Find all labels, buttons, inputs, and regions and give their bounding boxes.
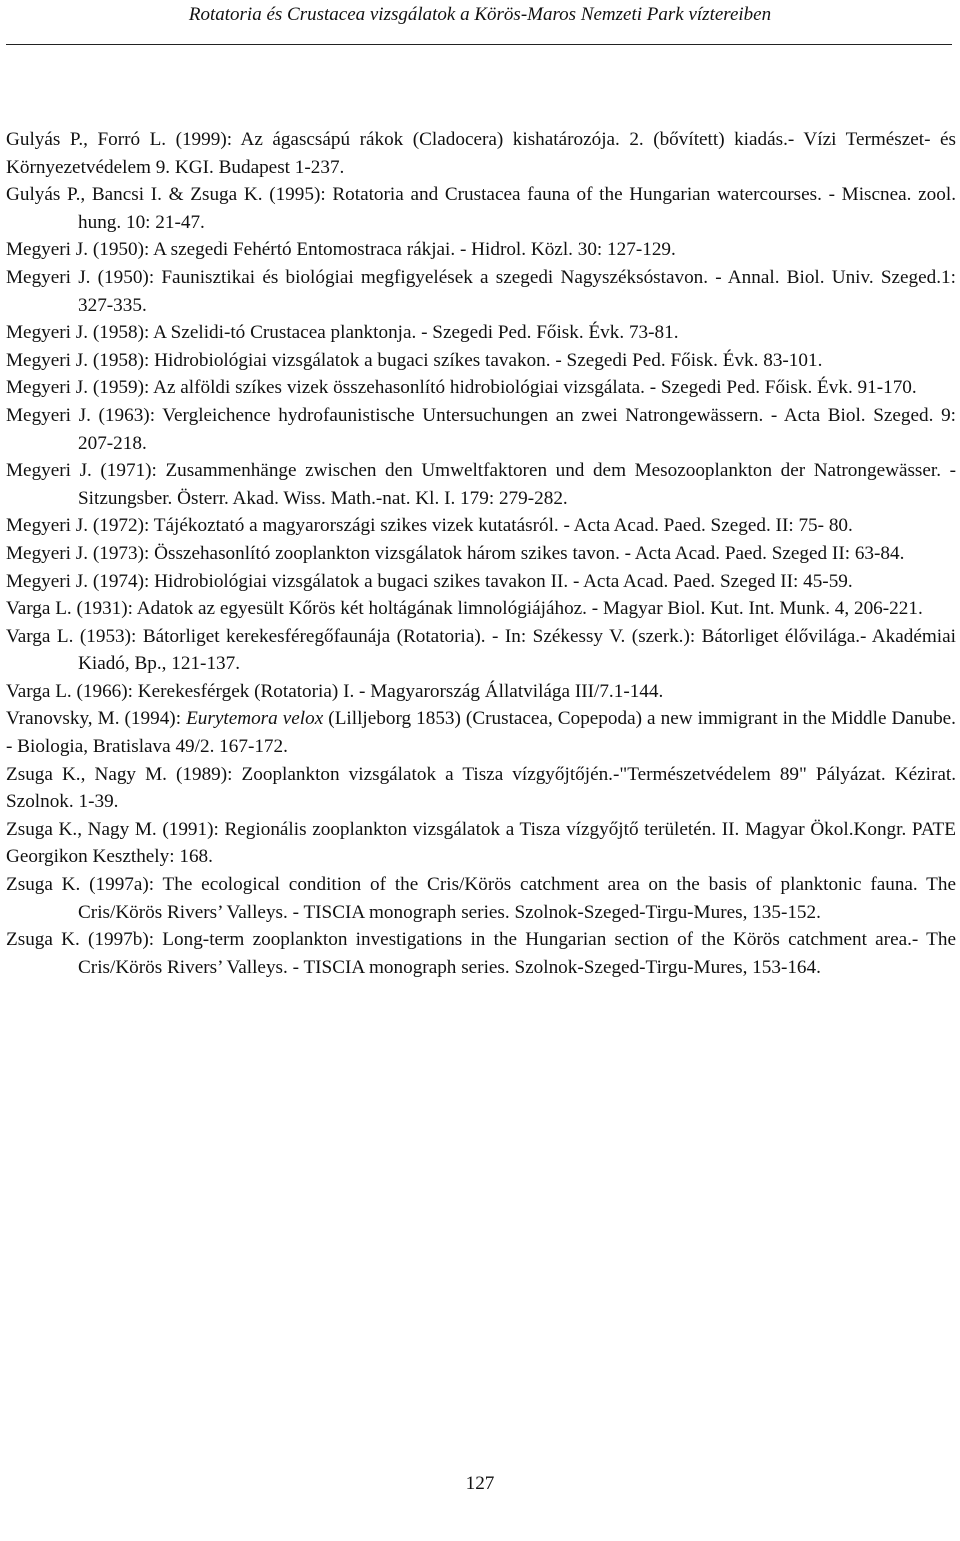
reference-item: Megyeri J. (1972): Tájékoztató a magyarországi szikes vizek kutatásról. - Acta Acad. Paed. Szeged. II: 75- 80. xyxy=(6,515,853,537)
reference-item: Zsuga K. (1997a): The ecological condition of the Cris/Körös catchment area on the basis of planktonic fauna. The Cris/Körös Rivers’ Valleys. - TISCIA monograph series. Szolnok-Szeged-Tirgu-Mures, 135-152. xyxy=(6,874,956,923)
reference-item: Megyeri J. (1963): Vergleichence hydrofaunistische Untersuchungen an zwei Natrongewässern. - Acta Biol. Szeged. 9: 207-218. xyxy=(6,404,956,454)
reference-text: Vranovsky, M. (1994): xyxy=(6,708,187,730)
reference-text: (Lilljeborg 1853) (Crustacea, Copepoda) a new immigrant in the Middle Danube. - Biologia, Bratislava 49/2. 167-172. xyxy=(6,708,956,758)
reference-item: Megyeri J. (1959): Az alföldi szíkes vizek összehasonlító hidrobiológiai vizsgálata. - Szegedi Ped. Főisk. Évk. 91-170. xyxy=(6,377,917,399)
species-name: Eurytemora velox xyxy=(186,708,324,730)
header-rule xyxy=(6,44,952,45)
reference-item: Megyeri J. (1974): Hidrobiológiai vizsgálatok a bugaci szikes tavakon II. - Acta Acad. Paed. Szeged II: 45-59. xyxy=(6,570,853,592)
reference-item xyxy=(6,705,956,760)
reference-item: Megyeri J. (1971): Zusammenhänge zwischen den Umweltfaktoren und dem Mesozooplankton der Natrongewässer. - Sitzungsber. Österr. Akad. Wiss. Math.-nat. Kl. I. 179: 279-282. xyxy=(6,460,956,509)
reference-item: Zsuga K. (1997b): Long-term zooplankton investigations in the Hungarian section of the Körös catchment area.- The Cris/Körös Rivers’ Valleys. - TISCIA monograph series. Szolnok-Szeged-Tirgu-Mures, 153-164. xyxy=(6,929,956,978)
reference-item: Zsuga K., Nagy M. (1991): Regionális zooplankton vizsgálatok a Tisza vízgyőjtő területén. II. Magyar Ökol.Kongr. PATE Georgikon Keszthely: 168. xyxy=(6,818,956,868)
running-header: Rotatoria és Crustacea vizsgálatok a Körös-Maros Nemzeti Park víztereiben xyxy=(188,4,772,25)
reference-item: Megyeri J. (1973): Összehasonlító zooplankton vizsgálatok három szikes tavon. - Acta Acad. Paed. Szeged II: 63-84. xyxy=(6,542,905,564)
reference-item: Megyeri J. (1958): A Szelidi-tó Crustacea planktonja. - Szegedi Ped. Főisk. Évk. 73-81. xyxy=(6,322,679,344)
reference-item: Zsuga K., Nagy M. (1989): Zooplankton vizsgálatok a Tisza vízgyőjtőjén.-"Természetvédelem 89" Pályázat. Kézirat. Szolnok. 1-39. xyxy=(6,763,956,813)
reference-item: Gulyás P., Bancsi I. & Zsuga K. (1995): Rotatoria and Crustacea fauna of the Hungarian watercourses. - Miscnea. zool. hung. 10: 21-47. xyxy=(6,184,956,233)
reference-item: Gulyás P., Forró L. (1999): Az ágascsápú rákok (Cladocera) kishatározója. 2. (bővített) kiadás.- Vízi Természet- és Környezetvédelem 9. KGI. Budapest 1-237. xyxy=(6,129,956,178)
reference-item: Megyeri J. (1950): Faunisztikai és biológiai megfigyelések a szegedi Nagyszéksóstavon. - Annal. Biol. Univ. Szeged.1: 327-335. xyxy=(6,266,956,316)
reference-item: Megyeri J. (1958): Hidrobiológiai vizsgálatok a bugaci szíkes tavakon. - Szegedi Ped. Főisk. Évk. 83-101. xyxy=(6,349,823,371)
reference-list xyxy=(6,126,956,981)
reference-item: Varga L. (1953): Bátorliget kerekesféregőfaunája (Rotatoria). - In: Székessy V. (szerk.): Bátorliget élővilága.- Akadémiai Kiadó, Bp., 121-137. xyxy=(6,625,956,675)
reference-item: Megyeri J. (1950): A szegedi Fehértó Entomostraca rákjai. - Hidrol. Közl. 30: 127-129. xyxy=(6,239,676,261)
reference-item: Varga L. (1966): Kerekesférgek (Rotatoria) I. - Magyarország Állatvilága III/7.1-144. xyxy=(6,680,664,702)
page-number: 127 xyxy=(465,1473,495,1494)
reference-item: Varga L. (1931): Adatok az egyesült Kőrös két holtágának limnológiájához. - Magyar Biol. Kut. Int. Munk. 4, 206-221. xyxy=(6,598,923,620)
